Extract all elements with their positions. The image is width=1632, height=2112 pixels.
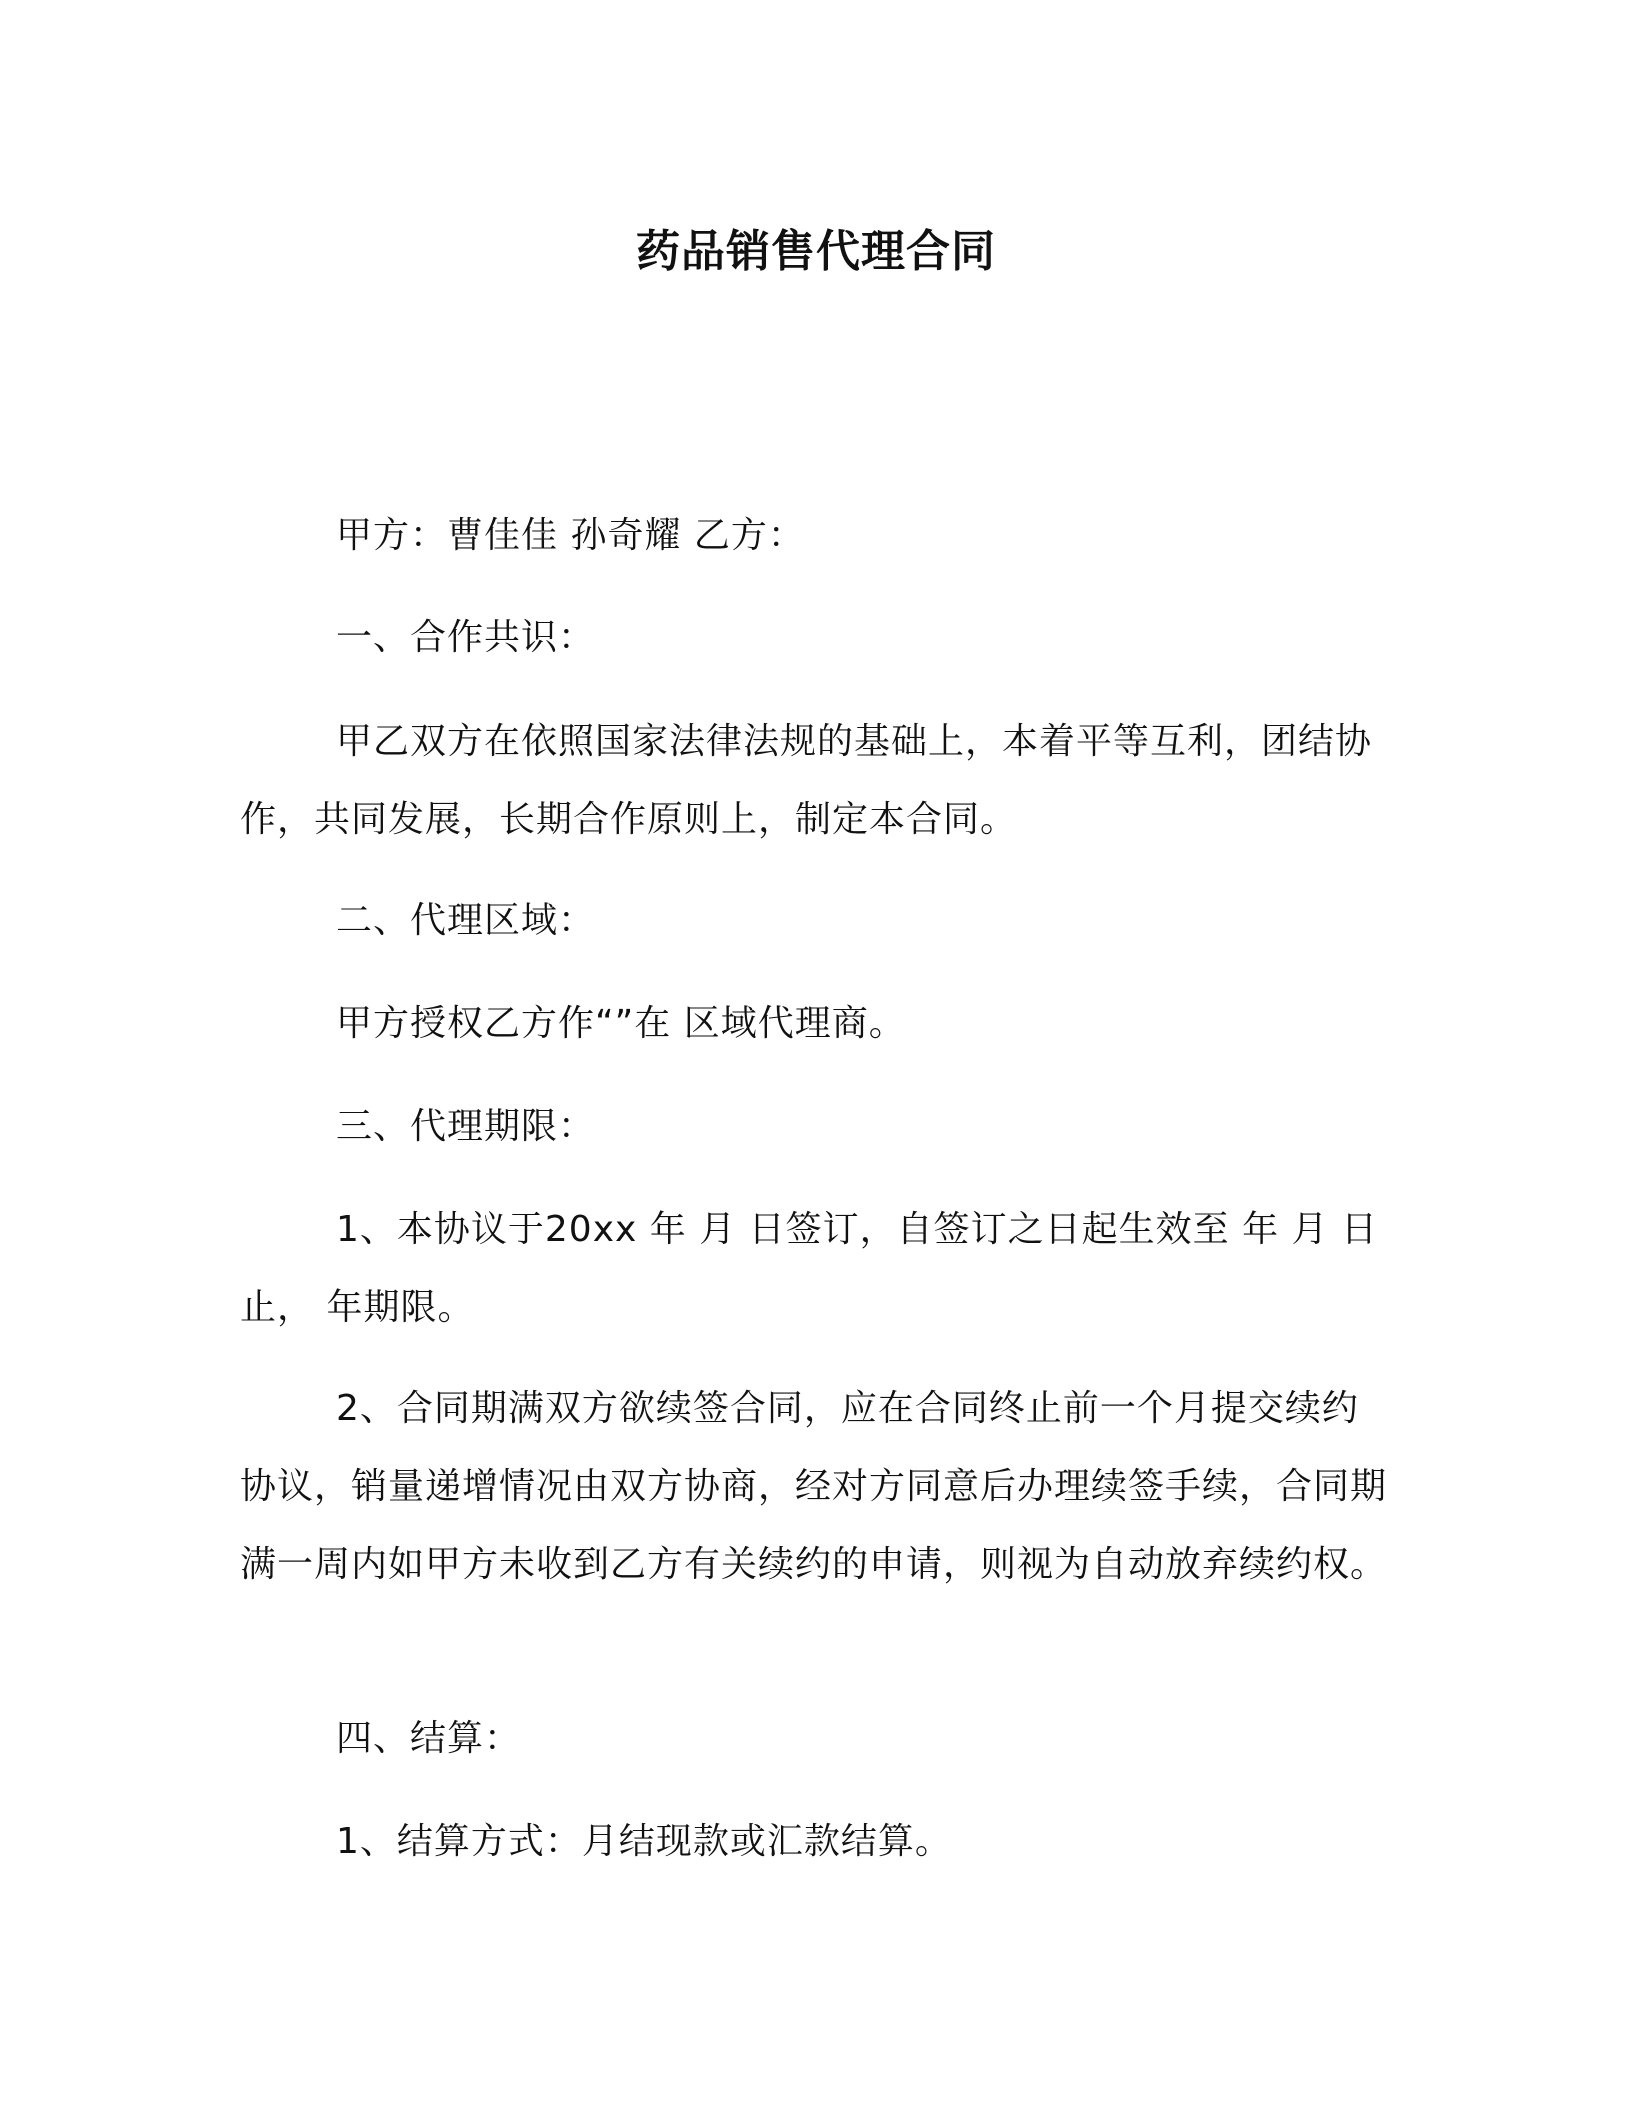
section-heading-settlement: 四、结算： xyxy=(336,1718,522,1759)
document-title: 药品销售代理合同 xyxy=(636,226,996,277)
region-body: 甲方授权乙方作“”在 区域代理商。 xyxy=(336,1003,906,1044)
section-heading-cooperation: 一、合作共识： xyxy=(336,617,596,658)
term-clause-1: 1、本协议于20xx 年 月 日签订，自签订之日起生效至 年 月 日止， 年期限。 xyxy=(240,1209,1378,1328)
cooperation-body: 甲乙双方在依照国家法律法规的基础上，本着平等互利，团结协作，共同发展，长期合作原则上，制定本合同。 xyxy=(240,721,1373,840)
term-clause-2: 2、合同期满双方欲续签合同，应在合同终止前一个月提交续约协议，销量递增情况由双方协商，经对方同意后办理续签手续，合同期满一周内如甲方未收到乙方有关续约的申请，则视为自动放弃续约权。 xyxy=(240,1388,1388,1585)
parties-line: 甲方：曹佳佳 孙奇耀 乙方： xyxy=(336,515,805,556)
section-heading-region: 二、代理区域： xyxy=(336,900,596,941)
settlement-clause-1: 1、结算方式：月结现款或汇款结算。 xyxy=(336,1821,952,1862)
section-heading-term: 三、代理期限： xyxy=(336,1106,596,1147)
